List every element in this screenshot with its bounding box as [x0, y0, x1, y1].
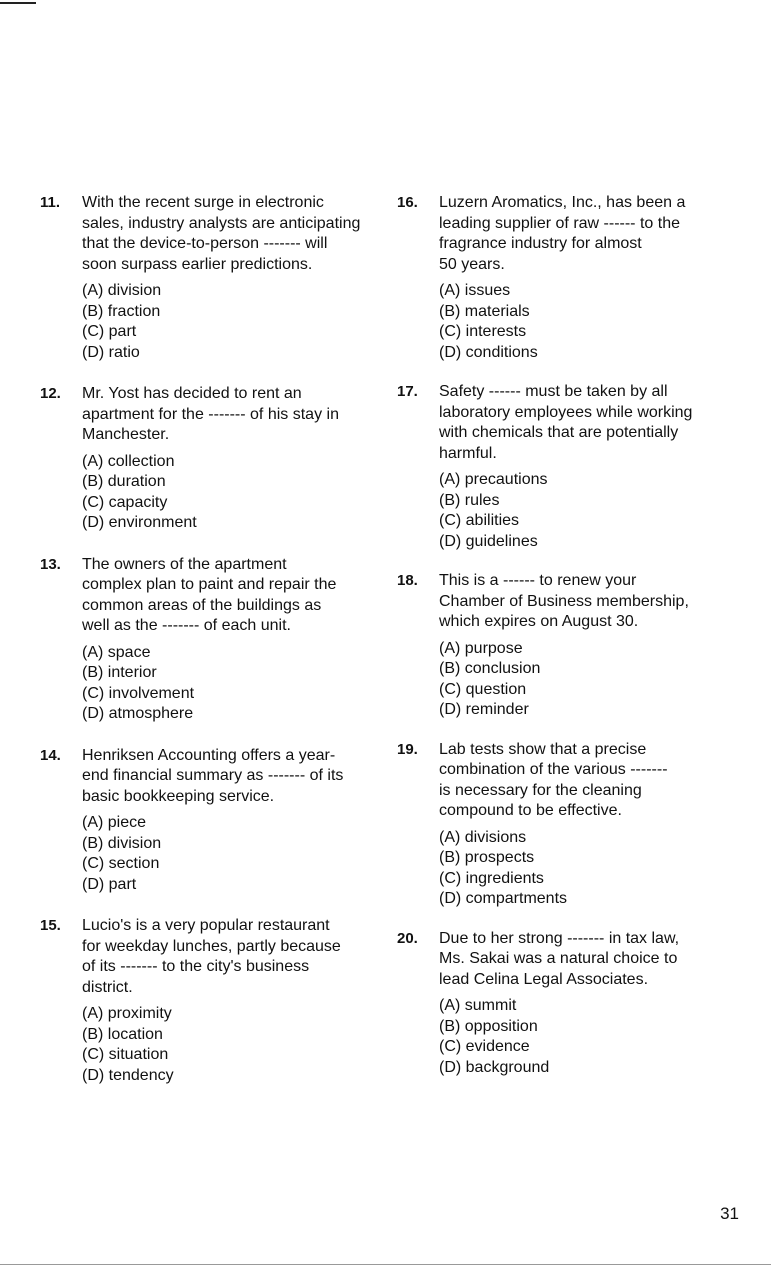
- option-a: (A) proximity: [82, 1005, 172, 1022]
- question-number: 11.: [40, 194, 61, 211]
- question-number: 16.: [397, 194, 418, 211]
- option-a: (A) purpose: [439, 639, 523, 657]
- option-d: (D) atmosphere: [82, 705, 194, 722]
- option-d: (D) ratio: [82, 343, 140, 361]
- left-column: [40, 193, 380, 1107]
- option-d: (D) part: [82, 875, 137, 893]
- option-d: (D) environment: [82, 514, 197, 531]
- option-c: (C) capacity: [82, 493, 168, 511]
- option-a: (A) issues: [439, 282, 511, 299]
- option-c: (C) abilities: [439, 512, 520, 529]
- question-number: 17.: [397, 383, 418, 400]
- question-stem: Lab tests show that a precise combination of the various ------- is necessary for the cleaning compound to be effective.: [439, 740, 668, 819]
- question-stem: Safety ------ must be taken by all laboratory employees while working with chemicals that are potentially harmful.: [439, 383, 693, 462]
- option-a: (A) piece: [82, 814, 147, 831]
- option-c: (C) interests: [439, 323, 527, 340]
- option-b: (B) rules: [439, 491, 500, 509]
- option-b: (B) division: [82, 834, 162, 852]
- option-a: (A) space: [82, 643, 151, 661]
- option-d: (D) reminder: [439, 701, 529, 718]
- question-stem: Mr. Yost has decided to rent an apartment for the ------- of his stay in Manchester.: [82, 385, 339, 443]
- right-column: [397, 193, 737, 1097]
- option-b: (B) location: [82, 1025, 163, 1043]
- question-stem: Lucio's is a very popular restaurant for weekday lunches, partly because of its ------- to the city's business district.: [82, 917, 341, 996]
- question-16: [397, 193, 737, 363]
- question-number: 20.: [397, 929, 418, 947]
- option-a: (A) precautions: [439, 471, 548, 488]
- question-number: 14.: [40, 746, 61, 764]
- option-d: (D) compartments: [439, 890, 568, 907]
- question-stem: Henriksen Accounting offers a year- end financial summary as ------- of its basic bookkeeping service.: [82, 746, 344, 805]
- option-a: (A) collection: [82, 452, 175, 470]
- option-d: (D) background: [439, 1058, 550, 1076]
- question-stem: This is a ------ to renew your Chamber of Business membership, which expires on August 30.: [439, 572, 689, 630]
- option-d: (D) conditions: [439, 343, 538, 361]
- option-c: (C) evidence: [439, 1038, 530, 1055]
- question-stem: Luzern Aromatics, Inc., has been a leading supplier of raw ------ to the fragrance industry for almost 50 years.: [439, 194, 686, 273]
- question-11: [40, 193, 380, 363]
- corner-mark: [0, 2, 36, 4]
- question-19: [397, 740, 737, 910]
- option-b: (B) materials: [439, 302, 530, 320]
- question-15: [40, 916, 380, 1086]
- question-number: 18.: [397, 572, 418, 589]
- option-b: (B) interior: [82, 664, 157, 681]
- option-c: (C) ingredients: [439, 869, 544, 887]
- option-d: (D) tendency: [82, 1066, 174, 1084]
- option-b: (B) conclusion: [439, 660, 541, 677]
- question-number: 12.: [40, 385, 61, 402]
- question-stem: Due to her strong ------- in tax law, Ms. Sakai was a natural choice to lead Celina Legal Associates.: [439, 929, 680, 988]
- question-17: [397, 382, 737, 552]
- option-b: (B) duration: [82, 473, 166, 490]
- question-stem: With the recent surge in electronic sales, industry analysts are anticipating that the device-to-person ------- will soon surpass earlier predictions.: [82, 194, 361, 273]
- question-12: [40, 384, 380, 534]
- bottom-rule: [0, 1264, 771, 1265]
- question-number: 13.: [40, 555, 61, 573]
- option-c: (C) involvement: [82, 684, 195, 702]
- option-a: (A) divisions: [439, 828, 527, 846]
- page-number: 31: [720, 1204, 739, 1223]
- question-number: 15.: [40, 917, 61, 934]
- question-20: [397, 929, 737, 1079]
- option-a: (A) summit: [439, 997, 517, 1014]
- option-c: (C) question: [439, 680, 527, 698]
- option-c: (C) situation: [82, 1046, 169, 1063]
- question-14: [40, 746, 380, 896]
- option-c: (C) section: [82, 855, 160, 872]
- question-number: 19.: [397, 740, 418, 758]
- option-a: (A) division: [82, 282, 162, 299]
- option-b: (B) prospects: [439, 849, 535, 866]
- option-b: (B) opposition: [439, 1017, 538, 1035]
- option-d: (D) guidelines: [439, 532, 538, 550]
- question-13: [40, 555, 380, 725]
- question-stem: The owners of the apartment complex plan to paint and repair the common areas of the buildings as well as the ------- of each unit.: [82, 555, 337, 634]
- option-c: (C) part: [82, 323, 137, 340]
- question-18: [397, 571, 737, 721]
- option-b: (B) fraction: [82, 302, 161, 320]
